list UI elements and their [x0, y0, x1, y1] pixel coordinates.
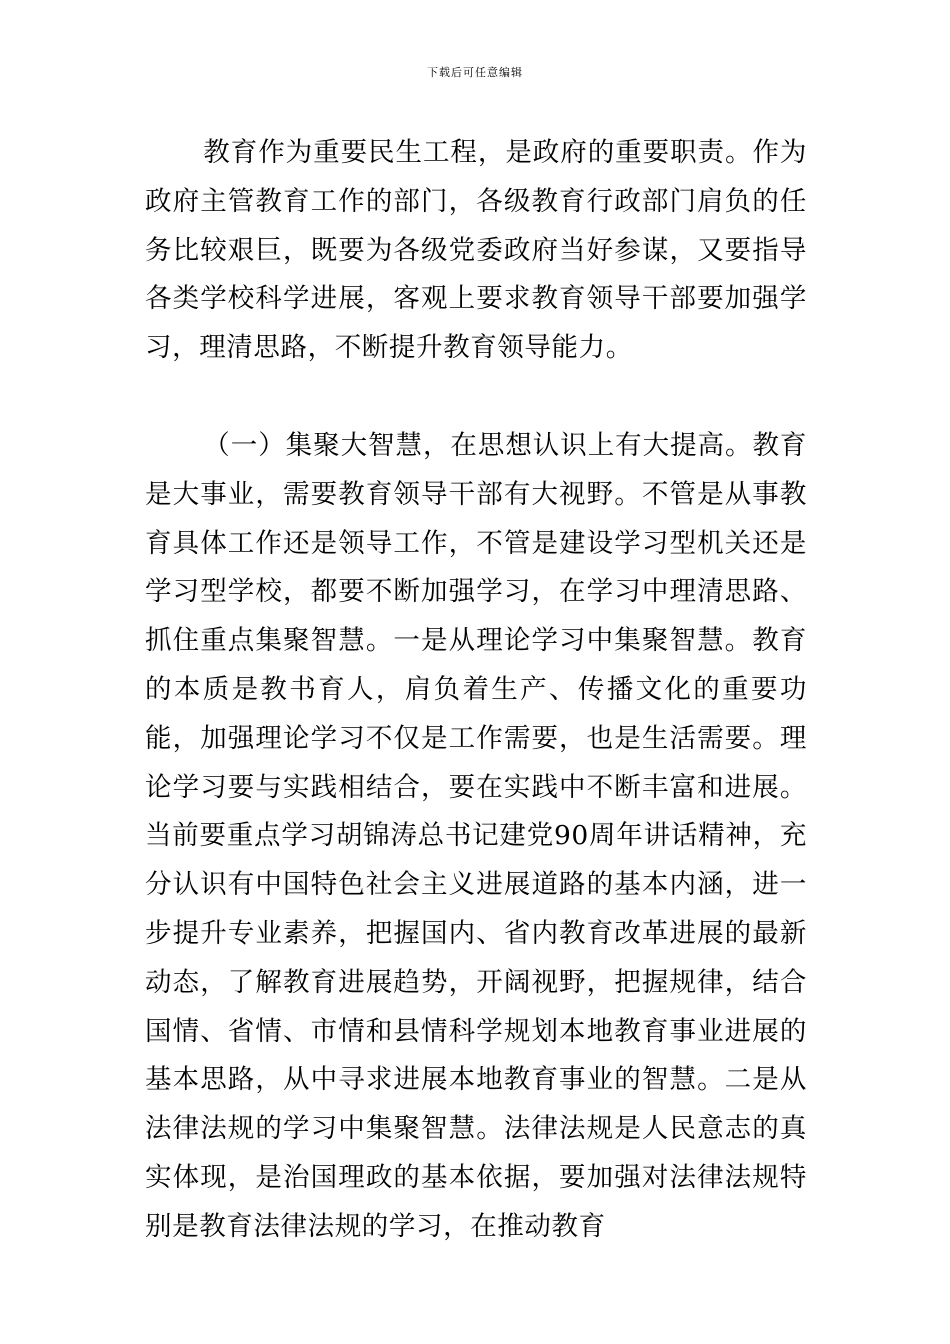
document-body	[145, 129, 807, 1252]
paragraph-section-1: （一）集聚大智慧，在思想认识上有大提高。教育是大事业，需要教育领导干部有大视野。不管是从事教育具体工作还是领导工作，不管是建设学习型机关还是学习型学校，都要不断加强学习，在学习中理清思路、抓住重点集聚智慧。一是从理论学习中集聚智慧。教育的本质是教书育人，肩负着生产、传播文化的重要功能，加强理论学习不仅是工作需要，也是生活需要。理论学习要与实践相结合，要在实践中不断丰富和进展。当前要重点学习胡锦涛总书记建党90周年讲话精神，充分认识有中国特色社会主义进展道路的基本内涵，进一步提升专业素养，把握国内、省内教育改革进展的最新动态，了解教育进展趋势，开阔视野，把握规律，结合国情、省情、市情和县情科学规划本地教育事业进展的基本思路，从中寻求进展本地教育事业的智慧。二是从法律法规的学习中集聚智慧。法律法规是人民意志的真实体现，是治国理政的基本依据，要加强对法律法规特别是教育法律法规的学习，在推动教育	[145, 429, 807, 1242]
header-note: 下载后可任意编辑	[427, 66, 523, 79]
paragraph-intro: 教育作为重要民生工程，是政府的重要职责。作为政府主管教育工作的部门，各级教育行政部门肩负的任务比较艰巨，既要为各级党委政府当好参谋，又要指导各类学校科学进展，客观上要求教育领导干部要加强学习，理清思路，不断提升教育领导能力。	[145, 137, 807, 364]
